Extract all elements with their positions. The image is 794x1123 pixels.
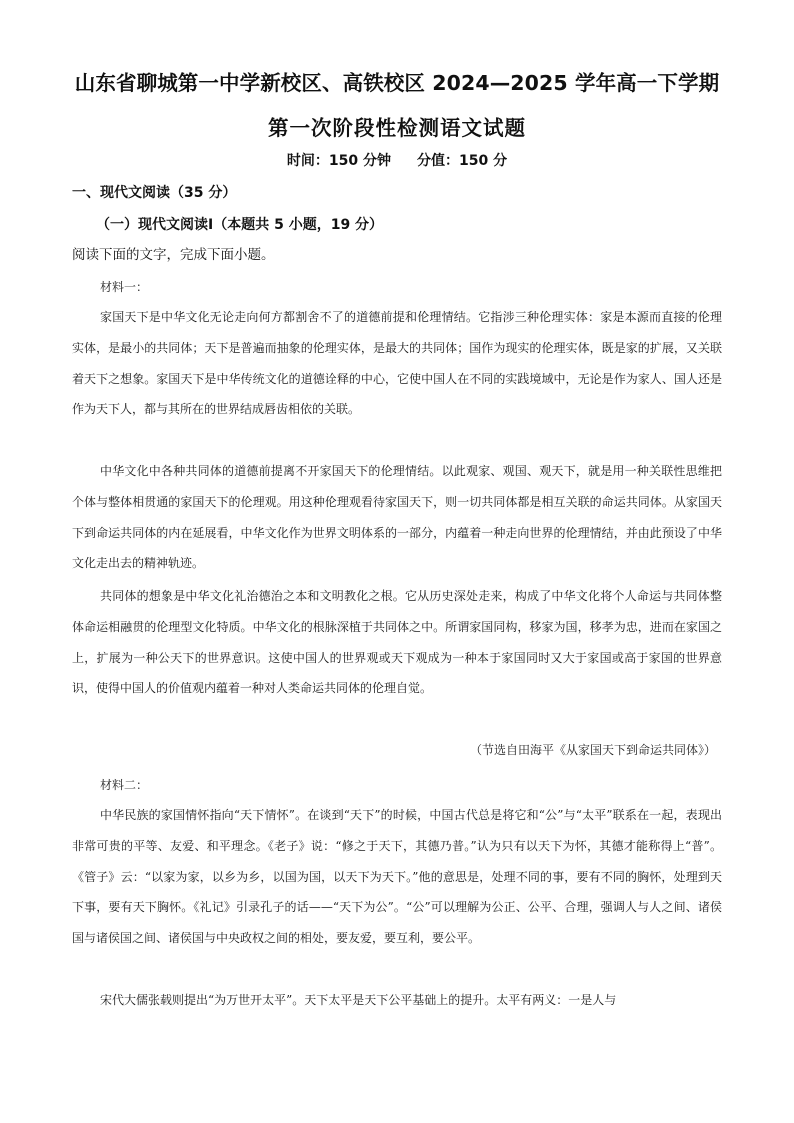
score-label: 分值：150 分 [417,153,508,169]
exam-meta [0,150,794,170]
section-heading: 一、现代文阅读（35 分） [72,185,237,201]
material1-source: （节选自田海平《从家国天下到命运共同体》） [469,743,716,757]
material2-paragraph: 中华民族的家国情怀指向“天下情怀”。在谈到“天下”的时候，中国古代总是将它和“公”与“太平”联系在一起，表现出非常可贵的平等、友爱、和平理念。《老子》说：“修之于天下，其德乃普。”认为只有以天下为怀，其德才能称得上“普”。《管子》云：“以家为家，以乡为乡，以国为国，以天下为天下。”他的意思是，处理不同的事，要有不同的胸怀，处理到天下事，要有天下胸怀。《礼记》引录孔子的话——“天下为公”。“公”可以理解为公正、公平、合理，强调人与人之间、诸侯国与诸侯国之间、诸侯国与中央政权之间的相处，要友爱，要互利，要公平。 [72,808,722,946]
material2-label: 材料二： [100,778,149,792]
time-label: 时间：150 分钟 [286,153,391,169]
exam-title-line1: 山东省聊城第一中学新校区、高铁校区 2024—2025 学年高一下学期 [74,71,720,95]
subsection-heading: （一）现代文阅读Ⅰ（本题共 5 小题，19 分） [96,217,384,233]
material1-paragraph: 共同体的想象是中华文化礼治德治之本和文明教化之根。它从历史深处走来，构成了中华文化将个人命运与共同体整体命运相融贯的伦理型文化特质。中华文化的根脉深植于共同体之中。所谓家国同构，移家为国，移孝为忠，进而在家国之上，扩展为一种公天下的世界意识。这使中国人的世界观或天下观成为一种本于家国同时又大于家国或高于家国的世界意识，使得中国人的价值观内蕴着一种对人类命运共同体的伦理自觉。 [72,589,722,696]
material1-label: 材料一： [100,280,149,294]
reading-instruction: 阅读下面的文字，完成下面小题。 [72,247,275,263]
material2-paragraph: 宋代大儒张载则提出“为万世开太平”。天下太平是天下公平基础上的提升。太平有两义：一是人与 [100,993,617,1007]
material1-paragraph: 家国天下是中华文化无论走向何方都割舍不了的道德前提和伦理情结。它指涉三种伦理实体：家是本源而直接的伦理实体，是最小的共同体；天下是普遍而抽象的伦理实体，是最大的共同体；国作为现实的伦理实体，既是家的扩展，又关联着天下之想象。家国天下是中华传统文化的道德诠释的中心，它使中国人在不同的实践境域中，无论是作为家人、国人还是作为天下人，都与其所在的世界结成唇齿相依的关联。 [72,310,722,417]
exam-title-line2: 第一次阶段性检测语文试题 [268,116,526,140]
material1-paragraph: 中华文化中各种共同体的道德前提离不开家国天下的伦理情结。以此观家、观国、观天下，就是用一种关联性思维把个体与整体相贯通的家国天下的伦理观。用这种伦理观看待家国天下，则一切共同体都是相互关联的命运共同体。从家国天下到命运共同体的内在延展看，中华文化作为世界文明体系的一部分，内蕴着一种走向世界的伦理情结，并由此预设了中华文化走出去的精神轨迹。 [72,464,722,571]
